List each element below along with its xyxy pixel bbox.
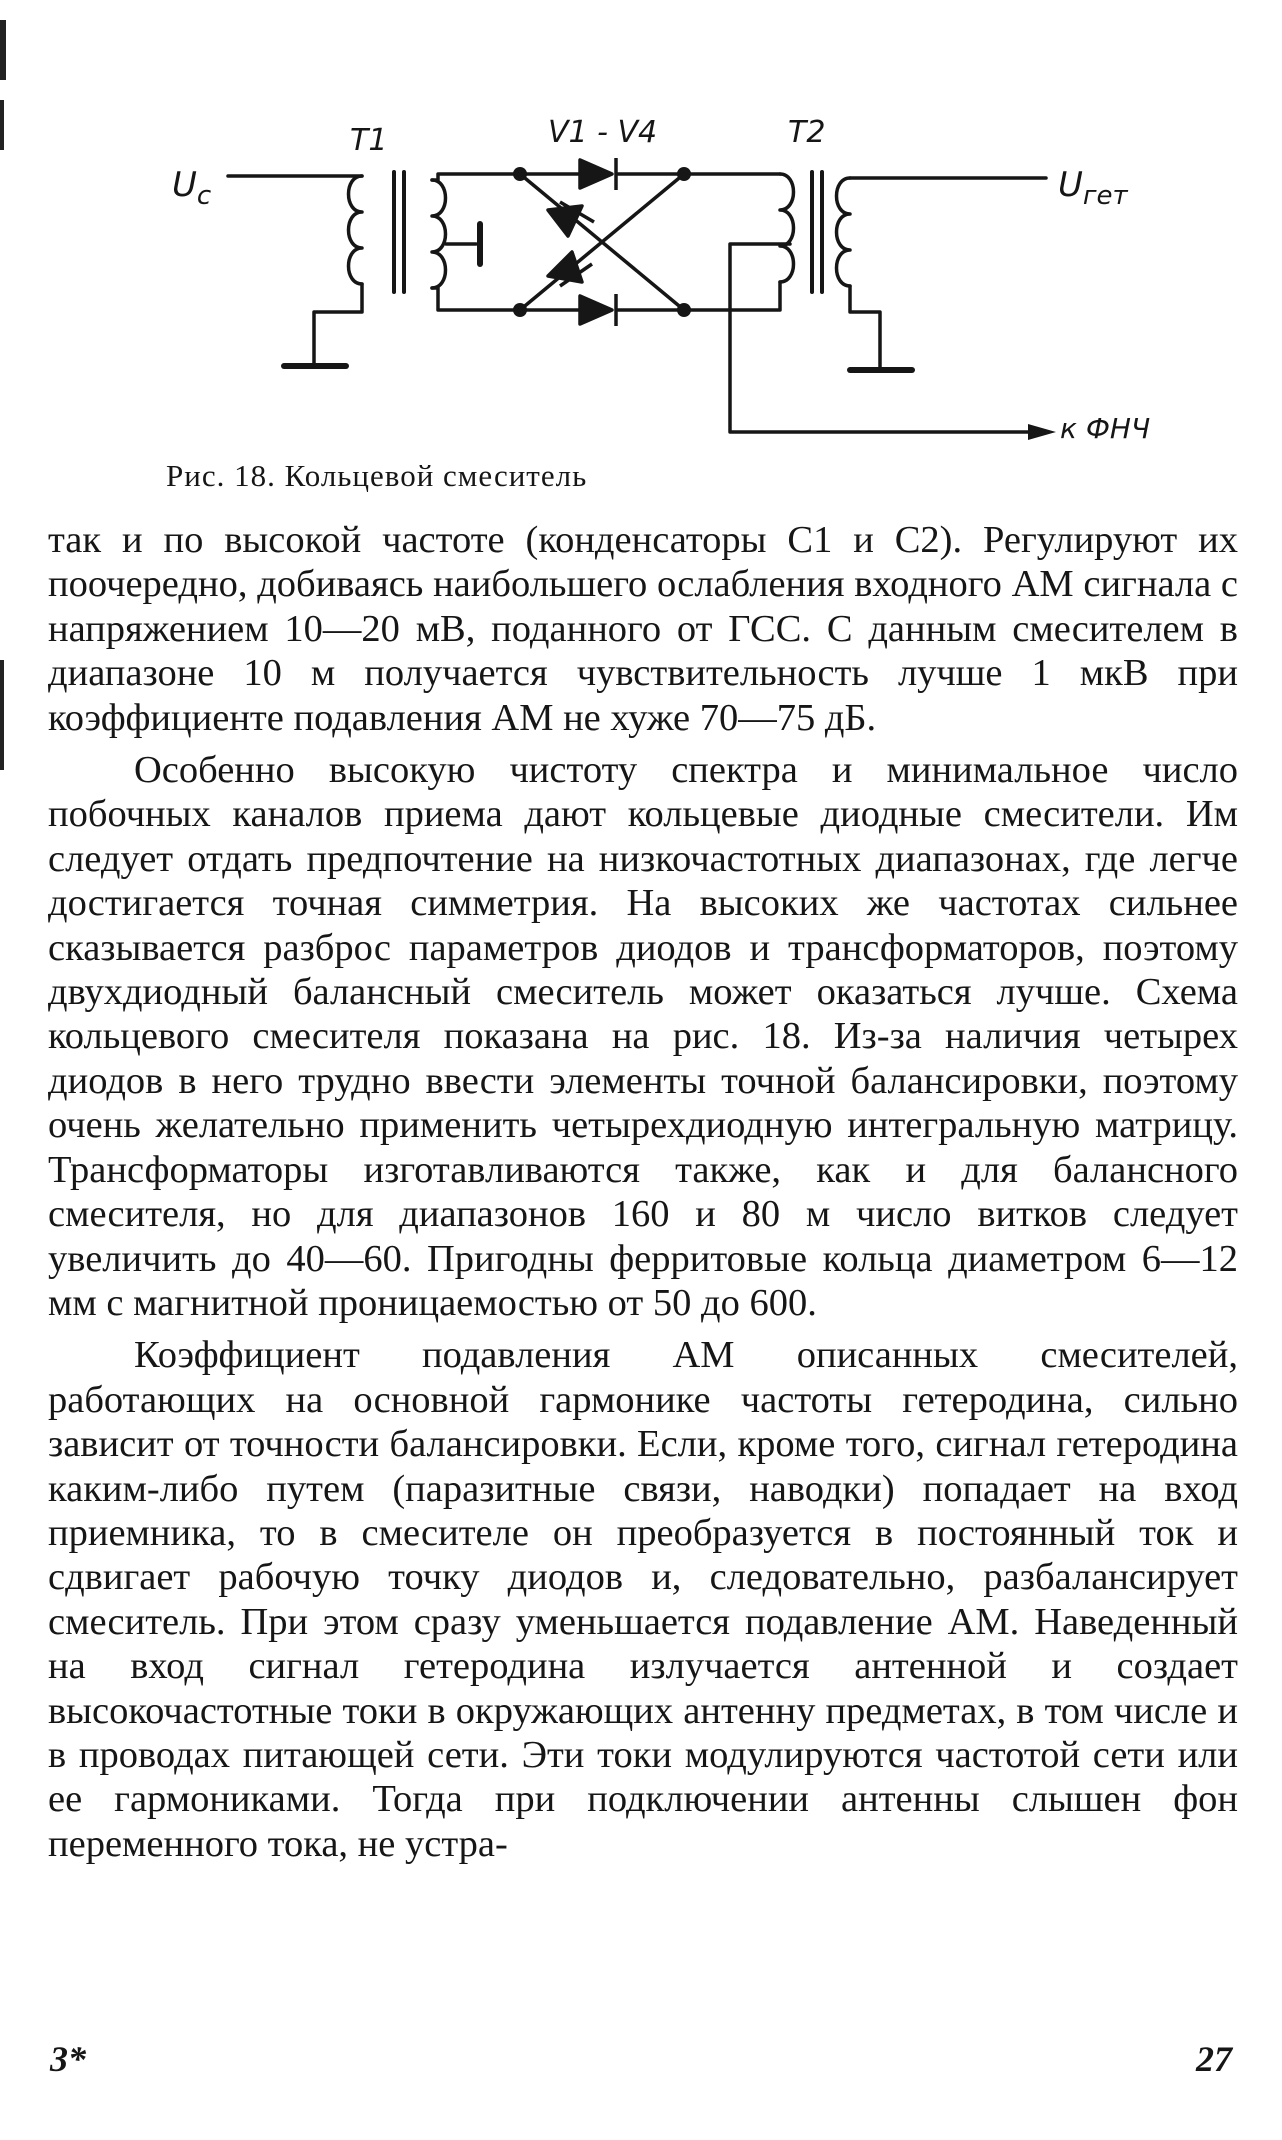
scan-edge-mark bbox=[0, 660, 4, 770]
page-number: 27 bbox=[1196, 2039, 1232, 2079]
paragraph: так и по высокой частоте (конденсаторы C1 и C2). Регулируют их поочередно, добиваясь наибольшего ослабления входного АМ сигнала с напряжением 10—20 мВ, поданного от ГСС. С данным смесителем в диапазоне 10 м получается чувствительность лучше 1 мкВ при коэффициенте подавления АМ не хуже 70—75 дБ. bbox=[48, 519, 1238, 739]
heterodyne-voltage-label: $U_{гет}$ bbox=[1058, 165, 1128, 211]
diodes-label: V1 - V4 bbox=[548, 115, 658, 150]
paragraph: Особенно высокую чистоту спектра и минимальное число побочных каналов приема дают кольцевые диодные смесители. Им следует отдать предпочтение на низкочастотных диапазонах, где легче достигается точная симметрия. На высоких же частотах сильнее сказывается разброс параметров диодов и трансформаторов, поэтому двухдиодный балансный смеситель может оказаться лучше. Схема кольцевого смесителя показана на рис. 18. Из-за наличия четырех диодов в него трудно ввести элементы точной балансировки, поэтому очень желательно применить четырехдиодную интегральную матрицу. Трансформаторы изготавливаются также, как и для балансного смесителя, но для диапазонов 160 и 80 м число витков следует увеличить до 40—60. Пригодны ферритовые кольца диаметром 6—12 мм с магнитной проницаемостью от 50 до 600. bbox=[48, 749, 1238, 1324]
paragraph: Коэффициент подавления АМ описанных смесителей, работающих на основной гармонике частоты гетеродина, сильно зависит от точности балансировки. Если, кроме того, сигнал гетеродина каким-либо путем (паразитные связи, наводки) попадает на вход приемника, то в смесителе он преобразуется в постоянный ток и сдвигает рабочую точку диодов и, следовательно, разбалансирует смеситель. При этом сразу уменьшается подавление АМ. Наведенный на вход сигнал гетеродина излучается антенной и создает высокочастотные токи в окружающих антенну предметах, в том числе и в проводах питающей сети. Эти токи модулируются частотой сети или ее гармониками. Тогда при подключении антенны слышен фон переменного тока, не устра- bbox=[48, 1334, 1238, 1865]
to-filter-label: к ФНЧ bbox=[1060, 412, 1151, 440]
body-text bbox=[48, 518, 1238, 1874]
signature-mark: 3* bbox=[50, 2039, 86, 2079]
input-voltage-label: $U_c$ bbox=[172, 165, 212, 211]
ring-mixer-schematic bbox=[0, 0, 1282, 440]
t2-label: T2 bbox=[788, 115, 826, 150]
t1-label: T1 bbox=[350, 123, 388, 158]
figure-caption: Рис. 18. Кольцевой смеситель bbox=[166, 458, 588, 493]
